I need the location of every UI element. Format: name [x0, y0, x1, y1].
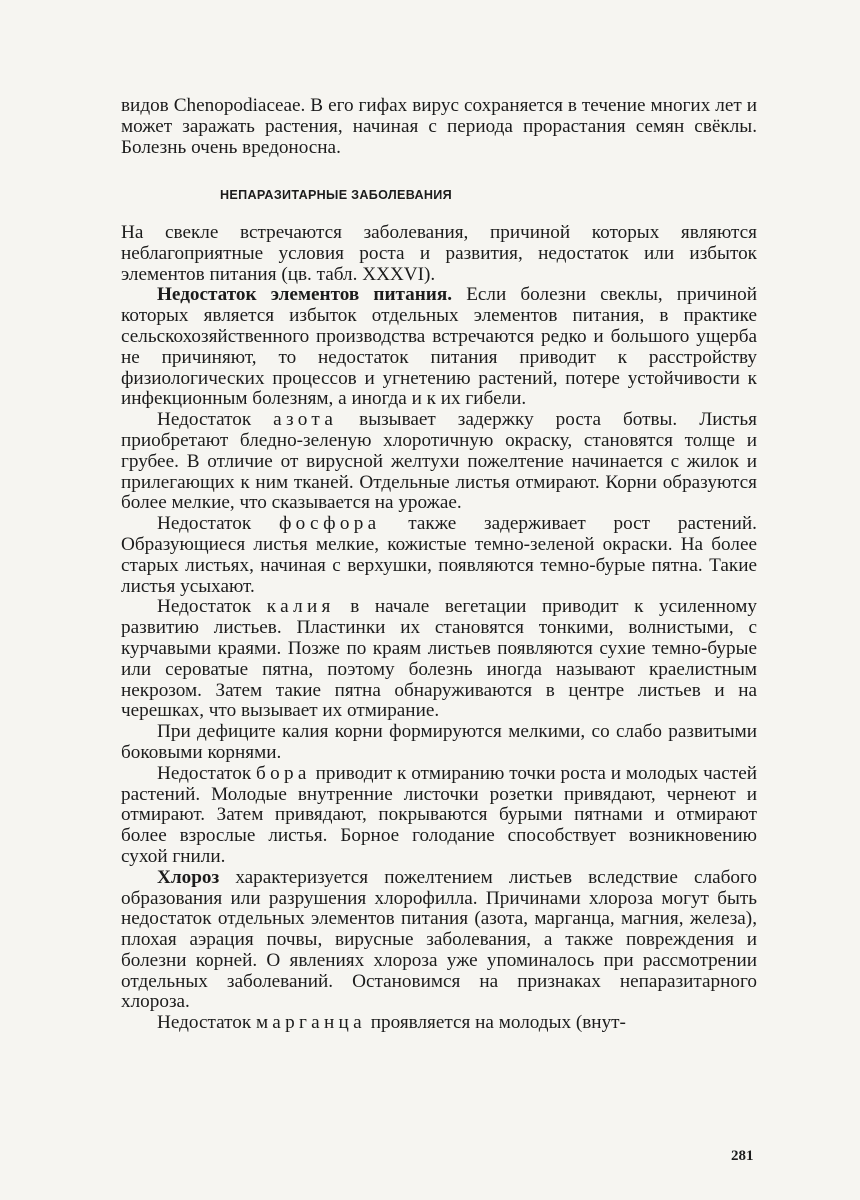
- term-phosphorus: фосфора: [278, 513, 381, 535]
- term-chlorosis: Хлороз: [157, 866, 220, 888]
- term-potassium: калия: [266, 596, 335, 618]
- intro-paragraph-block: [121, 96, 757, 158]
- term-manganese: марганца: [255, 1012, 366, 1034]
- term-nutrient-deficiency: Недостаток элементов питания.: [157, 284, 453, 306]
- paragraph-nutrient-deficiency: Недостаток элементов питания. Если болезни свеклы, причиной которых является избыток отдельных элементов питания, в практике сельскохозяйственного производства встречаются редко и большого ущерба не причиняют, то недостаток питания приводит к расстройству физиологических процессов и угнетению растений, потере устойчивости к инфекционным болезням, а иногда и к их гибели.: [121, 284, 757, 410]
- paragraph-manganese: Недостаток марганца проявляется на молодых (внут-: [157, 1012, 626, 1034]
- intro-paragraph: видов Chenopodiaceae. В его гифах вирус сохраняется в течение многих лет и может заражать растения, начиная с периода прорастания семян свёклы. Болезнь очень вредоносна.: [121, 95, 757, 158]
- term-boron: бора: [256, 762, 311, 784]
- paragraph-potassium: Недостаток калия в начале вегетации приводит к усиленному развитию листьев. Пластинки их становятся тонкими, волнистыми, с курчавыми краями. Позже по краям листьев появляются сухие темно-бурые или сероватые пятна, поэтому болезнь иногда называют краелистным некрозом. Затем такие пятна обнаруживаются в центре листьев и на черешках, что вызывает их отмирание.: [121, 596, 757, 722]
- section-heading: НЕПАРАЗИТАРНЫЕ ЗАБОЛЕВАНИЯ: [220, 188, 453, 202]
- section-body: [121, 223, 757, 1034]
- paragraph-conditions: На свекле встречаются заболевания, причиной которых являются неблагоприятные условия роста и развития, недостаток или избыток элементов питания (цв. табл. XXXVI).: [121, 222, 757, 285]
- paragraph-boron: Недостаток бора приводит к отмиранию точки роста и молодых частей растений. Молодые внутренние листочки розетки привядают, чернеют и отмирают. Затем привядают, покрываются бурыми пятнами и отмирают более взрослые листья. Борное голодание способствует возникновению сухой гнили.: [121, 762, 757, 867]
- paragraph-potassium-roots: При дефиците калия корни формируются мелкими, со слабо развитыми боковыми корнями.: [121, 721, 757, 763]
- paragraph-nitrogen: Недостаток азота вызывает задержку роста ботвы. Листья приобретают бледно-зеленую хлоротичную окраску, становятся толще и грубее. В отличие от вирусной желтухи пожелтение начинается с жилок и прилегающих к ним тканей. Отдельные листья отмирают. Корни образуются более мелкие, что сказывается на урожае.: [121, 409, 757, 514]
- paragraph-phosphorus: Недостаток фосфора также задерживает рост растений. Образующиеся листья мелкие, кожистые темно-зеленой окраски. На более старых листьях, начиная с верхушки, появляются темно-бурые пятна. Такие листья усыхают.: [121, 513, 757, 597]
- term-nitrogen: азота: [273, 409, 338, 431]
- page-number: 281: [731, 1148, 754, 1164]
- paragraph-chlorosis: Хлороз характеризуется пожелтением листьев вследствие слабого образования или разрушения хлорофилла. Причинами хлороза могут быть недостаток отдельных элементов питания (азота, марганца, магния, железа), плохая аэрация почвы, вирусные заболевания, а также повреждения и болезни корней. О явлениях хлороза уже упоминалось при рассмотрении отдельных заболеваний. Остановимся на признаках непаразитарного хлороза.: [121, 866, 757, 1013]
